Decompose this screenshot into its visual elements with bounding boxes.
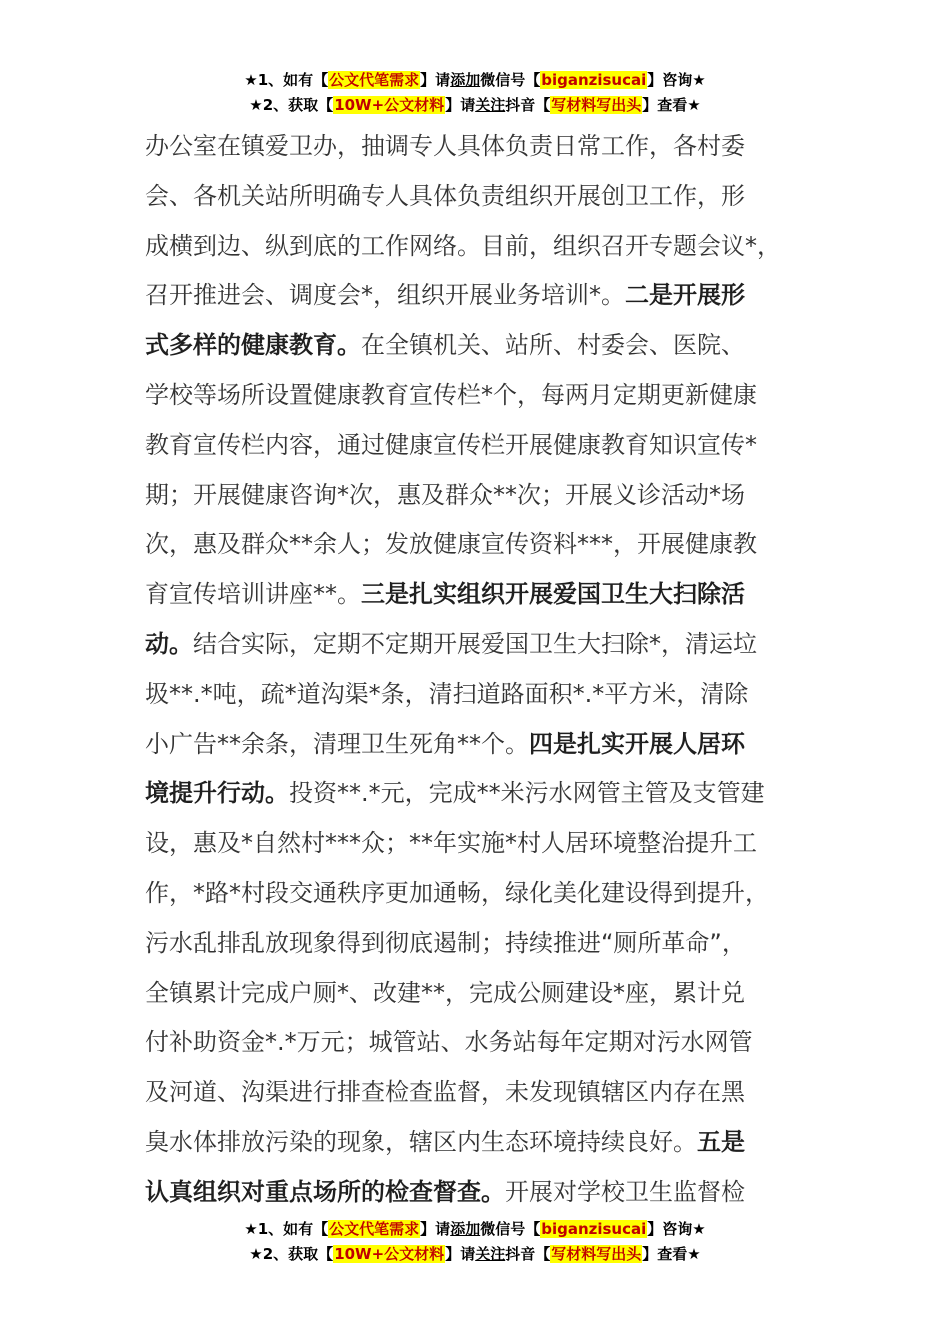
banner-text: 】请 [420,71,451,89]
section-heading: 二是开展形 [625,281,745,310]
banner-text: 】咨询★ [647,71,706,89]
section-heading: 境提升行动。 [145,779,289,808]
banner-text: 】请 [445,1245,476,1263]
body-line: 成横到边、纵到底的工作网络。目前，组织召开专题会议*， [145,231,781,260]
body-line: 作，*路*村段交通秩序更加通畅，绿化美化建设得到提升， [145,878,769,907]
body-line [145,271,807,321]
banner-text: 】请 [445,96,476,114]
body-line: 学校等场所设置健康教育宣传栏*个，每两月定期更新健康 [145,380,757,409]
body-line: 教育宣传栏内容，通过健康宣传栏开展健康教育知识宣传* [145,430,757,459]
body-line [145,1168,807,1218]
body-text: 开展对学校卫生监督检 [505,1177,745,1206]
body-text: 育宣传培训讲座**。 [145,580,361,609]
banner-underline: 添加 [450,71,481,89]
body-text: 臭水体排放污染的现象，辖区内生态环境持续良好。 [145,1127,697,1156]
section-heading: 认真组织对重点场所的检查督查。 [145,1177,505,1206]
body-line: 办公室在镇爱卫办，抽调专人具体负责日常工作，各村委 [145,132,745,160]
banner-underline: 关注 [475,1245,506,1263]
body-text: 投资**.*元，完成**米污水网管主管及支管建 [289,779,765,808]
body-line [145,720,807,770]
banner-highlight: 公文代笔需求 [329,1220,420,1238]
body-line: 全镇累计完成户厕*、改建**，完成公厕建设*座，累计兑 [145,978,745,1007]
body-line: 会、各机关站所明确专人具体负责组织开展创卫工作，形 [145,181,745,210]
body-text: 召开推进会、调度会*，组织开展业务培训*。 [145,281,625,310]
body-line [145,620,807,670]
banner-highlight: biganzisucai [541,1220,647,1238]
banner-text: ★1、如有【 [244,1220,329,1238]
banner-text: 】咨询★ [647,1220,706,1238]
body-line: 期；开展健康咨询*次，惠及群众**次；开展义诊活动*场 [145,480,745,509]
body-line: 污水乱排乱放现象得到彻底遏制；持续推进“厕所革命”， [145,928,746,957]
body-line [145,321,807,371]
banner-text: ★2、获取【 [249,96,334,114]
body-line: 付补助资金*.*万元；城管站、水务站每年定期对污水网管 [145,1028,753,1057]
banner-highlight: 公文代笔需求 [329,71,420,89]
banner-highlight: 写材料写出头 [551,96,642,114]
body-text: 小广告**余条，清理卫生死角**个。 [145,729,529,758]
banner-text: ★1、如有【 [244,71,329,89]
banner-line-2 [0,93,950,118]
banner-text: 】查看★ [642,96,701,114]
header-banner [0,68,950,118]
section-heading: 五是 [697,1127,745,1156]
banner-line-2 [0,1242,950,1267]
banner-underline: 关注 [475,96,506,114]
body-text: 在全镇机关、站所、村委会、医院、 [361,331,745,360]
banner-highlight: 写材料写出头 [551,1245,642,1263]
document-body [145,122,807,1218]
banner-line-1 [0,1217,950,1242]
banner-underline: 添加 [450,1220,481,1238]
banner-text: 】请 [420,1220,451,1238]
body-line [145,570,807,620]
banner-line-1 [0,68,950,93]
body-line: 及河道、沟渠进行排查检查监督，未发现镇辖区内存在黑 [145,1078,745,1107]
banner-text: 微信号【 [480,71,541,89]
section-heading: 三是扎实组织开展爱国卫生大扫除活 [361,580,745,609]
banner-text: ★2、获取【 [249,1245,334,1263]
body-text: 结合实际，定期不定期开展爱国卫生大扫除*，清运垃 [193,629,757,658]
banner-highlight: 10W+公文材料 [334,96,445,114]
body-line: 圾**.*吨，疏*道沟渠*条，清扫道路面积*.*平方米，清除 [145,679,749,708]
body-line [145,1118,807,1168]
body-line: 设，惠及*自然村***众；**年实施*村人居环境整治提升工 [145,829,757,858]
banner-text: 抖音【 [505,96,551,114]
banner-text: 微信号【 [480,1220,541,1238]
banner-text: 】查看★ [642,1245,701,1263]
section-heading: 动。 [145,629,193,658]
banner-highlight: 10W+公文材料 [334,1245,445,1263]
section-heading: 四是扎实开展人居环 [529,729,745,758]
section-heading: 式多样的健康教育。 [145,331,361,360]
footer-banner [0,1217,950,1267]
banner-highlight: biganzisucai [541,71,647,89]
body-line [145,769,807,819]
body-line: 次，惠及群众**余人；发放健康宣传资料***，开展健康教 [145,530,757,559]
banner-text: 抖音【 [505,1245,551,1263]
